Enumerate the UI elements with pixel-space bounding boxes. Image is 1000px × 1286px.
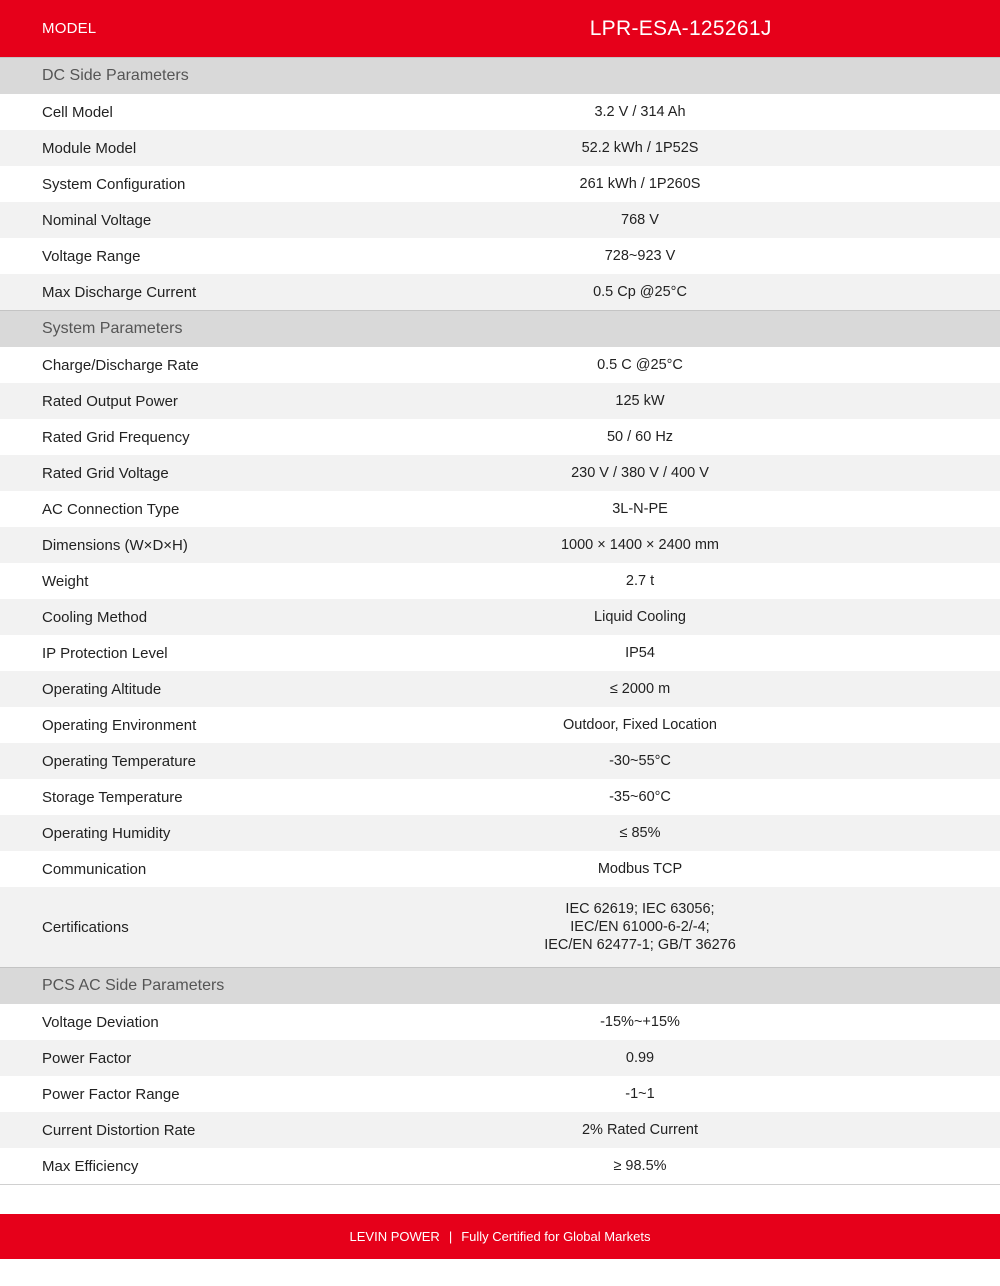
param-value: -1~1 bbox=[625, 1086, 655, 1102]
table-row bbox=[0, 274, 1000, 310]
param-value: -30~55°C bbox=[609, 753, 671, 769]
certification-line: IEC 62619; IEC 63056; bbox=[565, 901, 715, 917]
table-row bbox=[0, 1004, 1000, 1040]
param-name: Rated Grid Voltage bbox=[42, 464, 169, 482]
table-row bbox=[0, 527, 1000, 563]
param-name: Rated Output Power bbox=[42, 392, 178, 410]
model-header bbox=[0, 0, 1000, 57]
param-value: 125 kW bbox=[615, 393, 665, 409]
param-value: 1000 × 1400 × 2400 mm bbox=[560, 537, 719, 553]
param-value: IP54 bbox=[625, 645, 655, 661]
table-row bbox=[0, 166, 1000, 202]
param-name: Cooling Method bbox=[42, 608, 148, 626]
table-row bbox=[0, 599, 1000, 635]
param-name: Max Efficiency bbox=[42, 1157, 139, 1175]
table-row bbox=[0, 130, 1000, 166]
param-value: 2.7 t bbox=[625, 573, 655, 589]
param-name: Charge/Discharge Rate bbox=[42, 356, 199, 374]
param-name: IP Protection Level bbox=[42, 644, 168, 662]
param-name: Current Distortion Rate bbox=[42, 1121, 196, 1139]
param-name: Storage Temperature bbox=[42, 788, 183, 806]
table-row bbox=[0, 743, 1000, 779]
table-row-certifications bbox=[0, 887, 1000, 967]
param-value: ≤ 85% bbox=[619, 825, 661, 841]
param-name: Operating Environment bbox=[42, 716, 197, 734]
param-value: ≤ 2000 m bbox=[609, 681, 671, 697]
param-name: Cell Model bbox=[42, 103, 113, 121]
table-row bbox=[0, 238, 1000, 274]
param-name: Max Discharge Current bbox=[42, 283, 197, 301]
section-system: System Parameters bbox=[0, 310, 1000, 347]
param-name: Voltage Range bbox=[42, 247, 141, 265]
table-row bbox=[0, 347, 1000, 383]
table-row bbox=[0, 455, 1000, 491]
table-row bbox=[0, 563, 1000, 599]
table-row bbox=[0, 1112, 1000, 1148]
table-row bbox=[0, 671, 1000, 707]
table-end-divider bbox=[0, 1184, 1000, 1214]
table-row bbox=[0, 851, 1000, 887]
footer-tagline: Fully Certified for Global Markets bbox=[461, 1229, 651, 1244]
model-value: LPR-ESA-125261J bbox=[589, 16, 772, 40]
table-row bbox=[0, 419, 1000, 455]
section-pcs-ac-side: PCS AC Side Parameters bbox=[0, 967, 1000, 1004]
param-value: 0.99 bbox=[625, 1050, 655, 1066]
param-value: 0.5 C @25°C bbox=[597, 357, 683, 373]
param-value: 2% Rated Current bbox=[581, 1122, 699, 1138]
param-name: Operating Temperature bbox=[42, 752, 196, 770]
param-name: Module Model bbox=[42, 139, 137, 157]
param-name: Operating Humidity bbox=[42, 824, 171, 842]
param-name: Rated Grid Frequency bbox=[42, 428, 190, 446]
table-row bbox=[0, 779, 1000, 815]
table-row bbox=[0, 1076, 1000, 1112]
param-name: Dimensions (W×D×H) bbox=[42, 536, 188, 554]
footer-separator: | bbox=[448, 1229, 453, 1244]
footer-brand: LEVIN POWER bbox=[349, 1229, 440, 1244]
param-name: Nominal Voltage bbox=[42, 211, 152, 229]
param-value: 768 V bbox=[621, 212, 659, 228]
table-row bbox=[0, 815, 1000, 851]
param-name: Power Factor Range bbox=[42, 1085, 180, 1103]
table-row bbox=[0, 1148, 1000, 1184]
param-name: Communication bbox=[42, 860, 147, 878]
param-name: System Configuration bbox=[42, 175, 186, 193]
section-dc-side: DC Side Parameters bbox=[0, 57, 1000, 94]
param-value: -35~60°C bbox=[609, 789, 671, 805]
param-name: Weight bbox=[42, 572, 89, 590]
param-value: 52.2 kWh / 1P52S bbox=[581, 140, 699, 156]
param-name: Power Factor bbox=[42, 1049, 132, 1067]
model-label: MODEL bbox=[42, 20, 97, 37]
param-value: 230 V / 380 V / 400 V bbox=[571, 465, 709, 481]
param-name: Voltage Deviation bbox=[42, 1013, 159, 1031]
param-value: 728~923 V bbox=[604, 248, 676, 264]
param-value: 3L-N-PE bbox=[612, 501, 668, 517]
param-value: -15%~+15% bbox=[600, 1014, 680, 1030]
table-row bbox=[0, 707, 1000, 743]
param-value: 3.2 V / 314 Ah bbox=[594, 104, 686, 120]
table-row bbox=[0, 635, 1000, 671]
param-value: ≥ 98.5% bbox=[613, 1158, 667, 1174]
table-row bbox=[0, 1040, 1000, 1076]
certifications-value bbox=[320, 900, 960, 954]
table-row bbox=[0, 383, 1000, 419]
param-value: Liquid Cooling bbox=[594, 609, 686, 625]
param-value: Outdoor, Fixed Location bbox=[563, 717, 717, 733]
param-value: Modbus TCP bbox=[597, 861, 683, 877]
param-name: AC Connection Type bbox=[42, 500, 180, 518]
param-value: 0.5 Cp @25°C bbox=[593, 284, 687, 300]
param-name: Operating Altitude bbox=[42, 680, 162, 698]
param-value: 261 kWh / 1P260S bbox=[579, 176, 701, 192]
table-row bbox=[0, 94, 1000, 130]
footer-bar bbox=[0, 1214, 1000, 1259]
certification-line: IEC/EN 61000-6-2/-4; bbox=[570, 919, 710, 935]
table-row bbox=[0, 491, 1000, 527]
param-value: 50 / 60 Hz bbox=[606, 429, 674, 445]
certification-line: IEC/EN 62477-1; GB/T 36276 bbox=[544, 937, 736, 953]
param-name: Certifications bbox=[42, 918, 129, 936]
table-row bbox=[0, 202, 1000, 238]
